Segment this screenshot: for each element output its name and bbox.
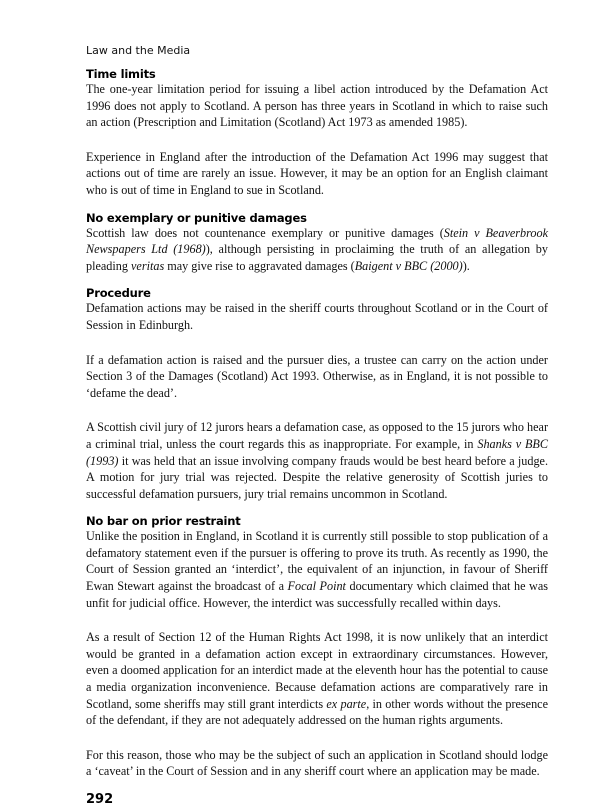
page-number: 292 (86, 792, 114, 807)
legal-term: ex parte (326, 696, 367, 711)
paragraph: Defamation actions may be raised in the sheriff courts throughout Scotland or in the Court of Session in Edinburgh. (86, 301, 548, 332)
section-heading-time-limits: Time limits (86, 67, 156, 81)
paragraph: The one-year limitation period for issuing a libel action introduced by the Defamation Act 1996 does not apply to Scotland. A person has three years in Scotland in which to raise such an action (Prescription and Limitation (Scotland) Act 1973 as amended 1985). (86, 82, 548, 130)
legal-term: veritas (131, 258, 165, 273)
paragraph: If a defamation action is raised and the pursuer dies, a trustee can carry on the action under Section 3 of the Damages (Scotland) Act 1993. Otherwise, as in England, it is not possible to ‘defame the dead’. (86, 352, 548, 400)
paragraph: Experience in England after the introduction of the Defamation Act 1996 may suggest that actions out of time are rarely an issue. However, it may be an option for an English claimant who is out of time in England to sue in Scotland. (86, 149, 548, 197)
paragraph: Unlike the position in England, in Scotland it is currently still possible to stop publication of a defamatory statement even if the pursuer is offering to prove its truth. As recently as 1990, the Court of Session granted an ‘interdict’, the equivalent of an injunction, in favour of Sheriff Ewan Stewart against the broadcast of a Focal Point documentary which claimed that he was unfit for judicial office. However, the interdict was successfully recalled within days. (86, 529, 548, 610)
paragraph: As a result of Section 12 of the Human Rights Act 1998, it is now unlikely that an interdict would be granted in a defamation action except in extraordinary circumstances. However, even a doomed application for an interdict made at the eleventh hour has the potential to cause a media organization inconvenience. Because defamation actions are comparatively rare in Scotland, some sheriffs may still grant interdicts ex parte, in other words without the presence of the defendant, if they are not adequately addressed on the human rights arguments. (86, 630, 548, 728)
paragraph: For this reason, those who may be the subject of such an application in Scotland should lodge a ‘caveat’ in the Court of Session and in any sheriff court where an application may be made. (86, 747, 548, 779)
case-citation: Baigent v BBC (2000) (354, 258, 463, 273)
paragraph: A Scottish civil jury of 12 jurors hears a defamation case, as opposed to the 15 jurors who hear a criminal trial, unless the court regards this as inappropriate. For example, in Shanks v BBC (1993) it was held that an issue involving company frauds would be best heard before a judge. A motion for jury trial was rejected. Despite the relative generosity of Scottish juries to successful defamation pursuers, jury trial remains uncommon in Scotland. (86, 420, 548, 501)
case-citation: Stein v Beaverbrook Newspapers Ltd (1968) (86, 225, 548, 257)
running-head: Law and the Media (86, 44, 191, 57)
programme-title: Focal Point (287, 579, 346, 594)
page (86, 44, 548, 807)
section-heading-procedure: Procedure (86, 286, 151, 301)
section-heading-prior-restraint: No bar on prior restraint (86, 514, 241, 529)
case-citation: Shanks v BBC (1993) (86, 436, 548, 468)
section-heading-damages: No exemplary or punitive damages (86, 210, 307, 225)
paragraph: Scottish law does not countenance exemplary or punitive damages (Stein v Beaverbrook Newspapers Ltd (1968)), although persisting in proclaiming the truth of an allegation by pleading veritas may give rise to aggravated damages (Baigent v BBC (2000)). (86, 225, 548, 273)
